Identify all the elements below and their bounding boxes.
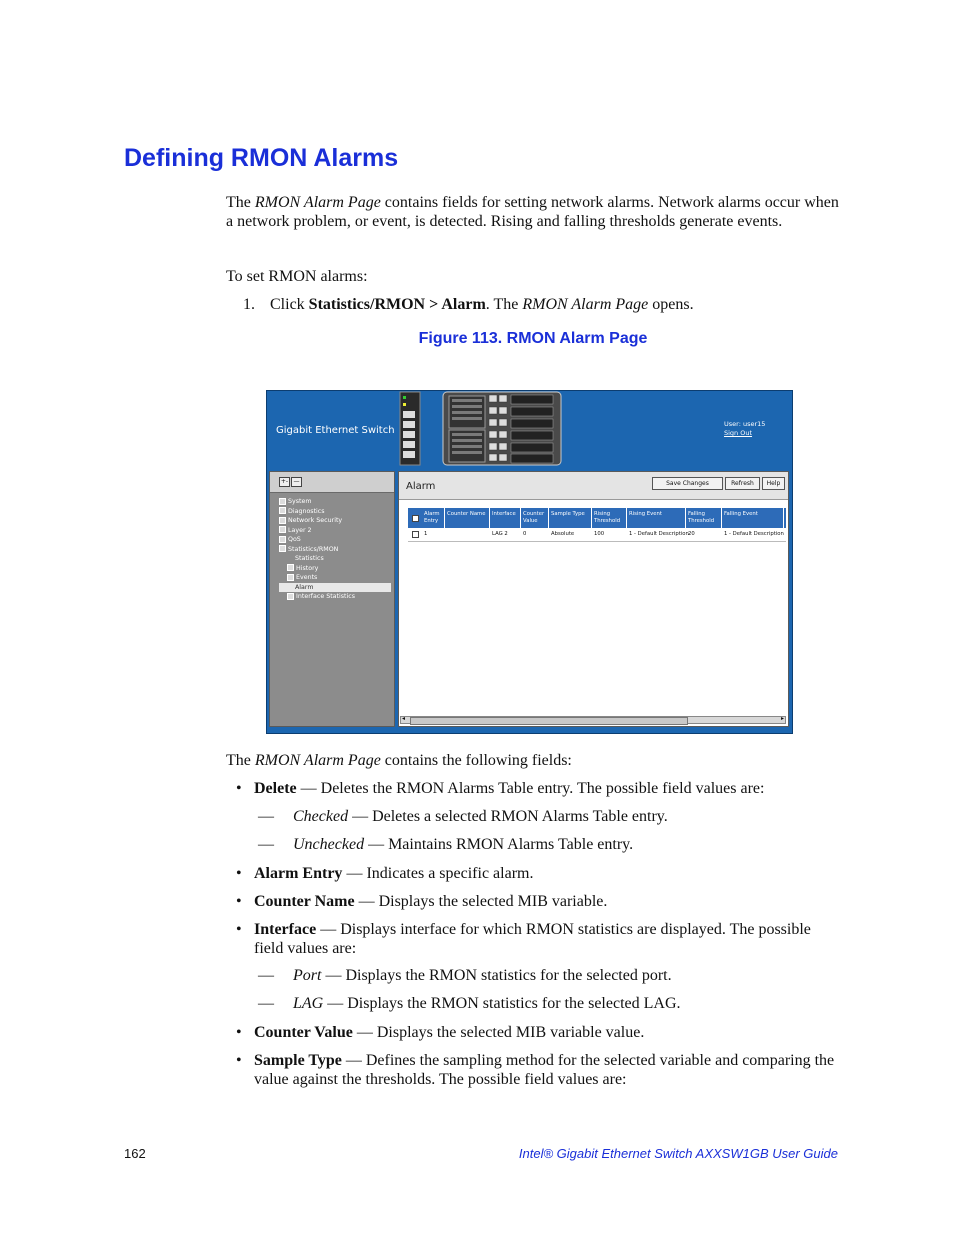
delete-checkbox[interactable] <box>412 531 419 538</box>
table-cell: 1 - Default Description <box>629 531 689 537</box>
nav-tree-label: Alarm <box>295 583 314 591</box>
nav-tree-label: Statistics <box>295 555 324 562</box>
table-row <box>408 529 786 542</box>
bullet: • <box>236 893 242 910</box>
content-header <box>399 472 788 500</box>
nav-tree-item[interactable] <box>279 554 391 564</box>
nav-tree-label: Interface Statistics <box>296 593 355 600</box>
expand-icon[interactable] <box>279 536 286 543</box>
column-header: Falling Threshold <box>686 508 722 528</box>
nav-tree-item[interactable] <box>279 583 391 593</box>
value-lag: LAG — Displays the RMON statistics for the selected LAG. <box>293 995 681 1012</box>
field-counter-value: Counter Value — Displays the selected MIB variable value. <box>254 1024 645 1041</box>
table-cell: 100 <box>594 531 605 537</box>
column-header: Counter Value <box>521 508 549 528</box>
dash: — <box>258 995 274 1012</box>
horizontal-scrollbar[interactable] <box>400 716 786 724</box>
column-header: Rising Event <box>627 508 686 528</box>
nav-tree-label: Events <box>296 574 318 581</box>
field-alarm-entry: Alarm Entry — Indicates a specific alarm. <box>254 865 534 882</box>
nav-tree-item[interactable] <box>279 592 391 602</box>
user-label: User: user15 <box>724 420 766 428</box>
page-number: 162 <box>124 1146 146 1161</box>
field-interface: Interface — Displays interface for which RMON statistics are displayed. The possible field values are: <box>254 921 811 957</box>
figure-caption: Figure 113. RMON Alarm Page <box>418 330 648 347</box>
step-number: 1. <box>243 296 255 313</box>
navigation-panel <box>269 471 395 727</box>
help-button[interactable]: Help <box>762 477 785 490</box>
bullet: • <box>236 921 242 938</box>
column-header: Alarm Entry <box>422 508 445 528</box>
nav-tree-label: Diagnostics <box>288 507 325 515</box>
value-port: Port — Displays the RMON statistics for the selected port. <box>293 967 672 984</box>
section-heading: Defining RMON Alarms <box>124 144 399 172</box>
instructions-lead: To set RMON alarms: <box>226 268 368 285</box>
dash: — <box>258 808 274 825</box>
dash: — <box>258 836 274 853</box>
nav-tree <box>279 497 391 602</box>
bullet: • <box>236 1052 242 1069</box>
nav-tree-item[interactable] <box>279 516 391 526</box>
collapse-all-button[interactable]: — <box>291 477 302 487</box>
nav-tree-item[interactable] <box>279 497 391 507</box>
table-cell: 20 <box>688 531 695 537</box>
expand-icon[interactable] <box>279 545 286 552</box>
app-title: Gigabit Ethernet Switch <box>276 425 395 436</box>
expand-icon[interactable] <box>279 507 286 514</box>
fields-intro: The RMON Alarm Page contains the following fields: <box>226 752 572 769</box>
column-header: Interface <box>490 508 521 528</box>
nav-tree-item[interactable] <box>279 573 391 583</box>
dash: — <box>258 967 274 984</box>
nav-tree-label: Layer 2 <box>288 526 312 534</box>
refresh-button[interactable]: Refresh <box>725 477 760 490</box>
nav-tree-item[interactable] <box>279 507 391 517</box>
user-info <box>724 420 765 438</box>
footer-title: Intel® Gigabit Ethernet Switch AXXSW1GB User Guide <box>518 1146 838 1161</box>
value-unchecked: Unchecked — Maintains RMON Alarms Table entry. <box>293 836 634 853</box>
column-header: Rising Threshold <box>592 508 627 528</box>
switch-front-panel-image <box>399 391 563 466</box>
sign-out-link[interactable]: Sign Out <box>724 429 753 437</box>
scroll-right-icon[interactable]: ▸ <box>780 715 784 722</box>
expand-icon[interactable] <box>287 564 294 571</box>
nav-tree-label: System <box>288 498 312 505</box>
nav-tree-label: QoS <box>288 536 301 543</box>
step-text: Click Statistics/RMON > Alarm. The RMON Alarm Page opens. <box>270 296 694 313</box>
table-header <box>408 508 786 528</box>
expand-icon[interactable] <box>279 498 286 505</box>
nav-tree-item[interactable] <box>279 545 391 555</box>
bullet: • <box>236 780 242 797</box>
column-header: Falling Event <box>722 508 784 528</box>
save-changes-button[interactable]: Save Changes <box>652 477 723 490</box>
table-cell: LAG 2 <box>492 531 508 537</box>
nav-tree-label: Statistics/RMON <box>288 545 339 553</box>
field-delete: Delete — Deletes the RMON Alarms Table entry. The possible field values are: <box>254 780 765 797</box>
expand-icon[interactable] <box>279 526 286 533</box>
nav-toolbar <box>270 472 394 493</box>
bullet: • <box>236 1024 242 1041</box>
scrollbar-thumb[interactable] <box>410 717 688 725</box>
page-title: Alarm <box>406 481 436 492</box>
scroll-left-icon[interactable]: ◂ <box>402 715 406 722</box>
nav-tree-item[interactable] <box>279 526 391 536</box>
rmon-alarm-screenshot <box>266 390 793 734</box>
main-content-panel <box>398 471 789 727</box>
expand-icon[interactable] <box>287 593 294 600</box>
value-checked: Checked — Deletes a selected RMON Alarms Table entry. <box>293 808 668 825</box>
column-header: Counter Name <box>445 508 490 528</box>
expand-all-button[interactable]: +- <box>280 478 289 485</box>
intro-paragraph: The RMON Alarm Page contains fields for setting network alarms. Network alarms occur when a network problem, or event, is detected. Rising and falling thresholds generate events. <box>226 194 839 230</box>
table-cell: 0 <box>523 531 527 537</box>
expand-icon[interactable] <box>287 574 294 581</box>
select-all-checkbox[interactable] <box>412 515 419 522</box>
field-counter-name: Counter Name — Displays the selected MIB variable. <box>254 893 608 910</box>
expand-icon[interactable] <box>279 517 286 524</box>
field-sample-type: Sample Type — Defines the sampling method for the selected variable and comparing the value against the thresholds. The possible field values are: <box>254 1052 835 1088</box>
nav-tree-item[interactable] <box>279 564 391 574</box>
nav-tree-label: Network Security <box>288 517 343 524</box>
table-cell: 1 - Default Description <box>724 531 784 537</box>
column-header: Sample Type <box>549 508 592 528</box>
nav-tree-item[interactable] <box>279 535 391 545</box>
nav-tree-label: History <box>296 564 319 572</box>
table-cell: 1 <box>424 531 428 537</box>
bullet: • <box>236 865 242 882</box>
table-cell: Absolute <box>551 531 575 537</box>
